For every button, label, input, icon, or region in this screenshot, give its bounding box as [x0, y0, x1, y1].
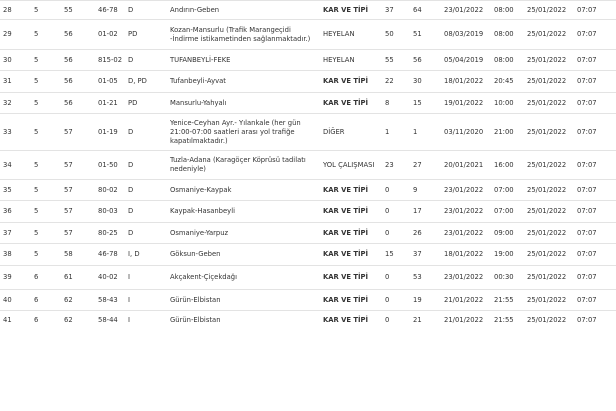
- cell-update-time: 07:07: [574, 50, 616, 71]
- cell-km-start: 0: [382, 311, 410, 330]
- cell-closure-reason: KAR VE TİPİ: [320, 93, 382, 114]
- cell-closure-reason: KAR VE TİPİ: [320, 266, 382, 290]
- cell-road-type: D: [125, 151, 167, 180]
- cell-start-date: 18/01/2022: [441, 244, 491, 266]
- cell-spacer: [313, 201, 320, 223]
- cell-update-time: 07:07: [574, 93, 616, 114]
- cell-km-start: 0: [382, 266, 410, 290]
- cell-route-name: Gürün-Elbistan: [167, 290, 313, 311]
- cell-update-date: 25/01/2022: [524, 1, 574, 20]
- cell-start-date: 23/01/2022: [441, 223, 491, 244]
- cell-km-start: 55: [382, 50, 410, 71]
- table-row: [0, 311, 616, 330]
- cell-division-number: 56: [61, 50, 95, 71]
- cell-row-number: 32: [0, 93, 31, 114]
- cell-region-number: 6: [31, 290, 61, 311]
- cell-road-type: D: [125, 201, 167, 223]
- cell-closure-reason: KAR VE TİPİ: [320, 290, 382, 311]
- cell-route-name: Göksun-Geben: [167, 244, 313, 266]
- cell-update-date: 25/01/2022: [524, 266, 574, 290]
- cell-start-time: 08:00: [491, 1, 524, 20]
- cell-km-end: 1: [410, 114, 441, 151]
- cell-row-number: 36: [0, 201, 31, 223]
- cell-start-date: 23/01/2022: [441, 1, 491, 20]
- cell-road-type: I, D: [125, 244, 167, 266]
- cell-road-number: 01-05: [95, 71, 125, 93]
- cell-km-end: 56: [410, 50, 441, 71]
- cell-road-type: D: [125, 50, 167, 71]
- cell-route-name: Gürün-Elbistan: [167, 311, 313, 330]
- cell-division-number: 56: [61, 71, 95, 93]
- cell-row-number: 40: [0, 290, 31, 311]
- cell-road-type: D: [125, 114, 167, 151]
- cell-spacer: [313, 223, 320, 244]
- cell-update-date: 25/01/2022: [524, 20, 574, 50]
- cell-spacer: [313, 151, 320, 180]
- cell-update-time: 07:07: [574, 201, 616, 223]
- cell-road-type: I: [125, 311, 167, 330]
- table-row: [0, 151, 616, 180]
- cell-km-end: 15: [410, 93, 441, 114]
- cell-start-time: 21:55: [491, 311, 524, 330]
- cell-update-time: 07:07: [574, 311, 616, 330]
- cell-km-start: 37: [382, 1, 410, 20]
- cell-route-name: Osmaniye-Kaypak: [167, 180, 313, 201]
- cell-update-time: 07:07: [574, 244, 616, 266]
- cell-row-number: 29: [0, 20, 31, 50]
- cell-start-time: 19:00: [491, 244, 524, 266]
- cell-row-number: 41: [0, 311, 31, 330]
- cell-road-number: 80-25: [95, 223, 125, 244]
- cell-region-number: 5: [31, 50, 61, 71]
- cell-start-time: 20:45: [491, 71, 524, 93]
- cell-update-time: 07:07: [574, 1, 616, 20]
- cell-route-name: Kozan-Mansurlu (Trafik Marangeçidi -İndirme istikametinden sağlanmaktadır.): [167, 20, 313, 50]
- cell-start-date: 21/01/2022: [441, 290, 491, 311]
- cell-km-start: 1: [382, 114, 410, 151]
- table-row: [0, 20, 616, 50]
- cell-route-name: Tuzla-Adana (Karagöçer Köprüsü tadilatı nedeniyle): [167, 151, 313, 180]
- cell-spacer: [313, 311, 320, 330]
- cell-road-number: 58-44: [95, 311, 125, 330]
- table-row: [0, 244, 616, 266]
- cell-spacer: [313, 266, 320, 290]
- cell-km-start: 23: [382, 151, 410, 180]
- cell-update-date: 25/01/2022: [524, 244, 574, 266]
- cell-update-time: 07:07: [574, 151, 616, 180]
- cell-km-end: 27: [410, 151, 441, 180]
- cell-km-start: 22: [382, 71, 410, 93]
- cell-road-number: 01-50: [95, 151, 125, 180]
- cell-km-start: 0: [382, 290, 410, 311]
- cell-start-time: 08:00: [491, 20, 524, 50]
- cell-road-type: D: [125, 180, 167, 201]
- cell-update-time: 07:07: [574, 20, 616, 50]
- cell-region-number: 5: [31, 20, 61, 50]
- cell-road-type: D: [125, 1, 167, 20]
- cell-km-end: 53: [410, 266, 441, 290]
- cell-region-number: 5: [31, 201, 61, 223]
- table-row: [0, 223, 616, 244]
- cell-spacer: [313, 244, 320, 266]
- cell-route-name: Osmaniye-Yarpuz: [167, 223, 313, 244]
- cell-update-date: 25/01/2022: [524, 114, 574, 151]
- cell-road-type: D, PD: [125, 71, 167, 93]
- cell-road-number: 80-02: [95, 180, 125, 201]
- cell-start-date: 08/03/2019: [441, 20, 491, 50]
- cell-closure-reason: KAR VE TİPİ: [320, 201, 382, 223]
- cell-update-date: 25/01/2022: [524, 50, 574, 71]
- cell-update-time: 07:07: [574, 223, 616, 244]
- cell-division-number: 62: [61, 290, 95, 311]
- cell-update-date: 25/01/2022: [524, 311, 574, 330]
- cell-region-number: 5: [31, 1, 61, 20]
- cell-division-number: 57: [61, 114, 95, 151]
- cell-update-time: 07:07: [574, 290, 616, 311]
- cell-road-number: 01-02: [95, 20, 125, 50]
- cell-update-time: 07:07: [574, 114, 616, 151]
- cell-closure-reason: HEYELAN: [320, 50, 382, 71]
- table-row: [0, 180, 616, 201]
- table-row: [0, 201, 616, 223]
- cell-spacer: [313, 20, 320, 50]
- cell-spacer: [313, 180, 320, 201]
- table-row: [0, 114, 616, 151]
- cell-start-date: 23/01/2022: [441, 180, 491, 201]
- cell-division-number: 57: [61, 151, 95, 180]
- cell-km-end: 30: [410, 71, 441, 93]
- cell-row-number: 38: [0, 244, 31, 266]
- cell-closure-reason: KAR VE TİPİ: [320, 244, 382, 266]
- cell-region-number: 5: [31, 151, 61, 180]
- cell-start-date: 23/01/2022: [441, 266, 491, 290]
- table-body: [0, 1, 616, 330]
- cell-update-time: 07:07: [574, 71, 616, 93]
- cell-division-number: 56: [61, 93, 95, 114]
- cell-division-number: 61: [61, 266, 95, 290]
- cell-row-number: 28: [0, 1, 31, 20]
- cell-route-name: Kaypak-Hasanbeyli: [167, 201, 313, 223]
- cell-update-date: 25/01/2022: [524, 151, 574, 180]
- cell-division-number: 58: [61, 244, 95, 266]
- cell-road-number: 80-03: [95, 201, 125, 223]
- cell-spacer: [313, 71, 320, 93]
- cell-update-time: 07:07: [574, 180, 616, 201]
- cell-road-type: D: [125, 223, 167, 244]
- cell-road-number: 815-02: [95, 50, 125, 71]
- cell-km-end: 37: [410, 244, 441, 266]
- cell-region-number: 5: [31, 223, 61, 244]
- cell-row-number: 34: [0, 151, 31, 180]
- cell-closure-reason: KAR VE TİPİ: [320, 311, 382, 330]
- cell-start-date: 18/01/2022: [441, 71, 491, 93]
- cell-division-number: 57: [61, 201, 95, 223]
- cell-km-start: 0: [382, 201, 410, 223]
- table-row: [0, 93, 616, 114]
- cell-km-start: 50: [382, 20, 410, 50]
- cell-division-number: 57: [61, 223, 95, 244]
- cell-update-date: 25/01/2022: [524, 180, 574, 201]
- cell-closure-reason: HEYELAN: [320, 20, 382, 50]
- cell-km-start: 15: [382, 244, 410, 266]
- cell-route-name: Yenice-Ceyhan Ayr.- Yılankale (her gün 21:00-07:00 saatleri arası yol trafiğe kapatılmaktadır.): [167, 114, 313, 151]
- cell-km-start: 0: [382, 180, 410, 201]
- cell-division-number: 62: [61, 311, 95, 330]
- cell-route-name: Akçakent-Çiçekdağı: [167, 266, 313, 290]
- cell-road-type: PD: [125, 20, 167, 50]
- cell-start-time: 21:00: [491, 114, 524, 151]
- cell-start-time: 10:00: [491, 93, 524, 114]
- cell-spacer: [313, 290, 320, 311]
- cell-km-end: 51: [410, 20, 441, 50]
- cell-division-number: 55: [61, 1, 95, 20]
- cell-start-time: 07:00: [491, 180, 524, 201]
- cell-km-end: 17: [410, 201, 441, 223]
- cell-road-number: 58-43: [95, 290, 125, 311]
- cell-road-number: 01-21: [95, 93, 125, 114]
- cell-region-number: 6: [31, 311, 61, 330]
- table-row: [0, 1, 616, 20]
- cell-closure-reason: KAR VE TİPİ: [320, 223, 382, 244]
- cell-region-number: 5: [31, 244, 61, 266]
- cell-route-name: Andırın-Geben: [167, 1, 313, 20]
- cell-km-end: 26: [410, 223, 441, 244]
- cell-region-number: 5: [31, 93, 61, 114]
- cell-division-number: 56: [61, 20, 95, 50]
- table-row: [0, 50, 616, 71]
- cell-km-end: 9: [410, 180, 441, 201]
- cell-road-number: 01-19: [95, 114, 125, 151]
- cell-road-type: I: [125, 266, 167, 290]
- cell-row-number: 33: [0, 114, 31, 151]
- cell-closure-reason: YOL ÇALIŞMASI: [320, 151, 382, 180]
- cell-region-number: 6: [31, 266, 61, 290]
- cell-start-date: 21/01/2022: [441, 311, 491, 330]
- cell-start-time: 16:00: [491, 151, 524, 180]
- cell-road-type: I: [125, 290, 167, 311]
- cell-update-date: 25/01/2022: [524, 223, 574, 244]
- cell-km-end: 21: [410, 311, 441, 330]
- cell-km-end: 64: [410, 1, 441, 20]
- cell-closure-reason: KAR VE TİPİ: [320, 180, 382, 201]
- cell-row-number: 39: [0, 266, 31, 290]
- cell-spacer: [313, 93, 320, 114]
- cell-route-name: Mansurlu-Yahyalı: [167, 93, 313, 114]
- cell-km-start: 0: [382, 223, 410, 244]
- cell-row-number: 30: [0, 50, 31, 71]
- cell-route-name: Tufanbeyli-Ayvat: [167, 71, 313, 93]
- cell-start-date: 05/04/2019: [441, 50, 491, 71]
- cell-spacer: [313, 50, 320, 71]
- cell-road-type: PD: [125, 93, 167, 114]
- cell-start-date: 23/01/2022: [441, 201, 491, 223]
- cell-region-number: 5: [31, 114, 61, 151]
- cell-start-time: 09:00: [491, 223, 524, 244]
- cell-spacer: [313, 1, 320, 20]
- cell-row-number: 37: [0, 223, 31, 244]
- cell-closure-reason: KAR VE TİPİ: [320, 1, 382, 20]
- cell-start-time: 08:00: [491, 50, 524, 71]
- cell-start-time: 21:55: [491, 290, 524, 311]
- table-row: [0, 290, 616, 311]
- table-row: [0, 71, 616, 93]
- cell-spacer: [313, 114, 320, 151]
- cell-closure-reason: DİĞER: [320, 114, 382, 151]
- table-row: [0, 266, 616, 290]
- cell-update-time: 07:07: [574, 266, 616, 290]
- cell-km-end: 19: [410, 290, 441, 311]
- cell-km-start: 8: [382, 93, 410, 114]
- cell-row-number: 31: [0, 71, 31, 93]
- cell-region-number: 5: [31, 71, 61, 93]
- cell-road-number: 40-02: [95, 266, 125, 290]
- cell-route-name: TUFANBEYLİ-FEKE: [167, 50, 313, 71]
- cell-start-date: 03/11/2020: [441, 114, 491, 151]
- cell-road-number: 46-78: [95, 1, 125, 20]
- cell-division-number: 57: [61, 180, 95, 201]
- cell-update-date: 25/01/2022: [524, 71, 574, 93]
- cell-region-number: 5: [31, 180, 61, 201]
- cell-update-date: 25/01/2022: [524, 93, 574, 114]
- cell-start-date: 20/01/2021: [441, 151, 491, 180]
- cell-update-date: 25/01/2022: [524, 201, 574, 223]
- cell-road-number: 46-78: [95, 244, 125, 266]
- cell-start-time: 07:00: [491, 201, 524, 223]
- cell-row-number: 35: [0, 180, 31, 201]
- cell-closure-reason: KAR VE TİPİ: [320, 71, 382, 93]
- cell-start-date: 19/01/2022: [441, 93, 491, 114]
- cell-start-time: 00:30: [491, 266, 524, 290]
- cell-update-date: 25/01/2022: [524, 290, 574, 311]
